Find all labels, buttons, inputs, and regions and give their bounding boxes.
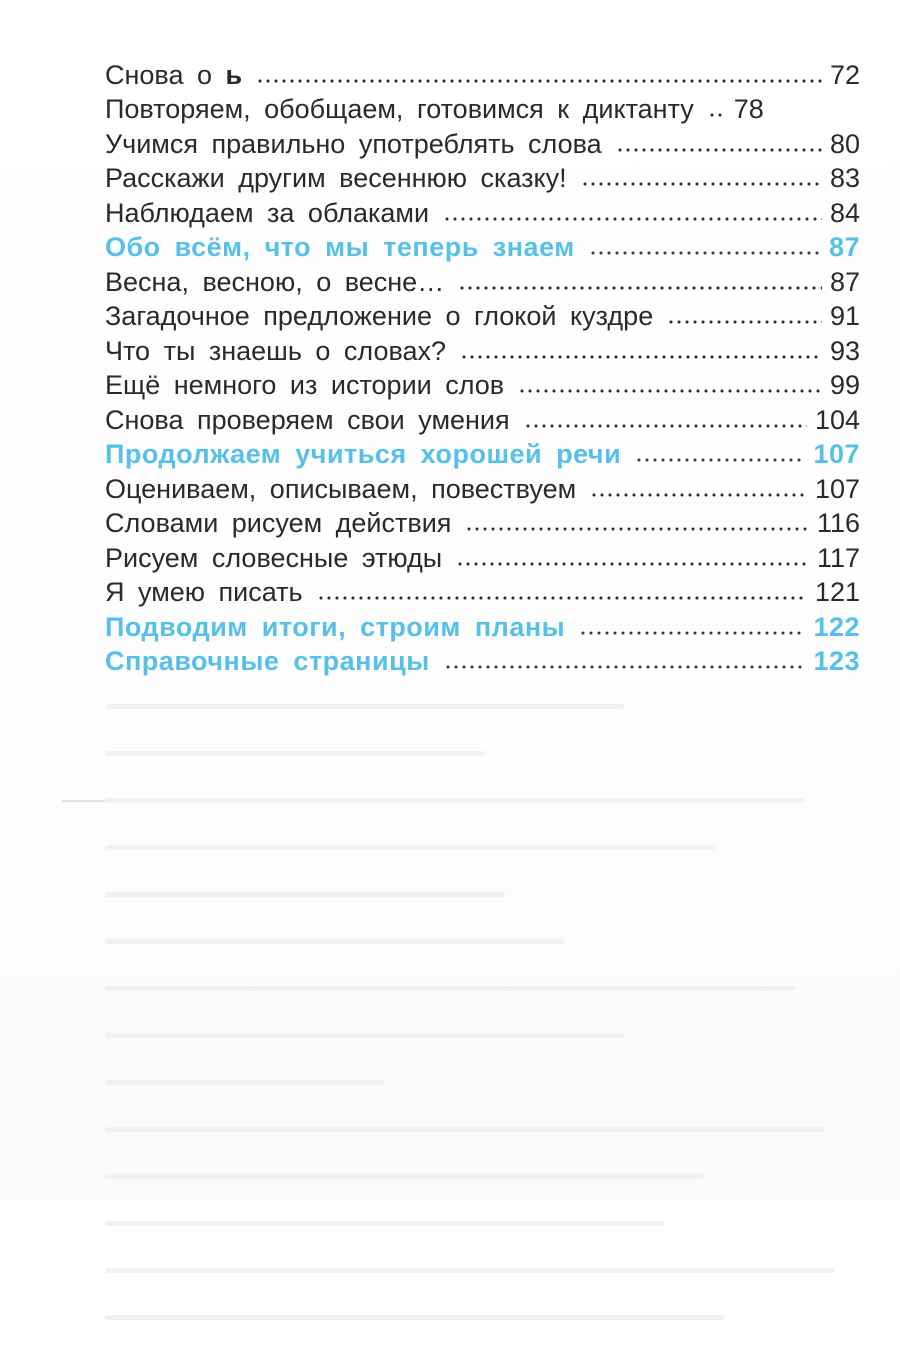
toc-entry-title [105,232,575,263]
ghost-text-bar [105,1268,835,1273]
toc-entry-title-text: Снова о [105,59,226,90]
toc-row [105,263,860,298]
toc-row [105,298,860,333]
toc-row [105,367,860,402]
toc-dot-leader [460,341,822,361]
toc-dot-leader [708,99,726,119]
ghost-line [105,1268,885,1301]
toc-entry-title-text: Обо всём, что мы теперь знаем [105,232,575,262]
ghost-text-bar [105,1221,665,1226]
toc-dot-leader [444,651,806,671]
toc-dot-leader [443,203,822,223]
toc-dot-leader [524,410,807,430]
toc-page-number: 91 [829,301,860,331]
toc-entry-title-text: Расскажи другим весеннюю сказку! [105,163,567,193]
ghost-text-bar [105,1127,825,1132]
toc-entry-title-text: Словами рисуем действия [105,508,452,538]
ghost-line [105,939,885,972]
toc-entry-title-text: Загадочное предложение о глокой куздре [105,301,654,331]
toc-row [105,194,860,229]
toc-entry-title [105,370,504,401]
toc-page-number: 104 [814,404,860,435]
toc-dot-leader [465,513,809,533]
ghost-line [105,1174,885,1207]
toc-page-number: 99 [829,370,860,400]
toc-dot-leader [317,582,807,602]
toc-entry-title [105,163,567,194]
toc-dot-leader [616,134,822,154]
toc-entry-title [105,267,444,298]
ghost-text-bar [105,1033,625,1038]
toc-row [105,332,860,367]
toc-entry-title-text: Я умею писать [105,577,303,607]
toc-entry-title [105,612,565,643]
ghost-line [105,845,885,878]
toc-entry-title [105,474,576,505]
toc-dot-leader [667,306,822,326]
ghost-text-bar [105,798,805,803]
toc-page-number: 84 [829,197,860,228]
toc-page-number: 72 [829,59,860,90]
toc-row [105,505,860,540]
toc-row [105,574,860,609]
toc-page-number: 83 [829,163,860,193]
toc-section-row [105,229,860,264]
toc-page-number: 107 [813,439,860,469]
toc-entry-title [105,508,451,539]
toc-section-row [105,436,860,471]
toc-entry-title [105,60,242,91]
ghost-line [105,892,885,925]
toc-row [105,470,860,505]
toc-entry-title-text: Учимся правильно употреблять слова [105,128,602,159]
toc-row [105,401,860,436]
toc-entry-title [105,439,621,470]
toc-entry-title-text: Подводим итоги, строим планы [105,611,566,642]
ghost-line [105,1315,885,1348]
toc-entry-title-text: Повторяем, обобщаем, готовимся к диктанту [105,94,694,124]
toc-page-number: 107 [814,473,860,504]
toc-page-number: 78 [733,94,764,124]
toc-entry-title [105,94,694,125]
toc-entry-title [105,301,653,332]
reverse-side-bleedthrough [105,690,885,1348]
ghost-line [105,986,885,1019]
toc-dot-leader [635,444,805,464]
toc-entry-title-text: Оцениваем, описываем, повествуем [105,473,577,504]
toc-dot-leader [456,548,809,568]
toc-entry-title-text: Ещё немного из истории слов [105,370,505,400]
ghost-text-bar [105,939,565,944]
ghost-text-bar [105,1080,385,1085]
ghost-text-bar [105,892,505,897]
toc-dot-leader [458,272,822,292]
toc-dot-leader [589,237,821,257]
ghost-line [105,1127,885,1160]
table-of-contents [105,56,860,677]
toc-page-number: 117 [816,542,860,573]
toc-section-row [105,608,860,643]
ghost-line [105,751,885,784]
ghost-text-bar [105,704,625,709]
ghost-line [105,798,885,831]
toc-entry-title [105,129,602,160]
ghost-line [105,1080,885,1113]
toc-entry-title-text: Снова проверяем свои умения [105,404,510,435]
ghost-text-bar [105,845,715,850]
toc-dot-leader [518,375,822,395]
ghost-text-bar [105,751,485,756]
toc-entry-title-text: Рисуем словесные этюды [105,542,443,573]
toc-entry-title [105,336,446,367]
toc-entry-title [105,577,303,608]
toc-page-number: 123 [813,646,860,676]
toc-entry-title [105,198,429,229]
toc-section-row [105,643,860,678]
toc-row [105,160,860,195]
toc-entry-title-text: Что ты знаешь о словах? [105,335,447,366]
toc-page-number: 87 [829,266,860,297]
toc-row [105,125,860,160]
toc-dot-leader [256,65,822,85]
toc-entry-title-letter: ь [225,59,243,90]
toc-dot-leader [581,168,822,188]
ghost-line [105,1221,885,1254]
toc-page-number: 93 [829,335,860,366]
toc-page-number: 87 [828,232,860,262]
ghost-text-bar [105,986,795,991]
toc-page-number: 116 [816,508,860,538]
toc-entry-title [105,405,510,436]
toc-row [105,539,860,574]
ghost-text-bar [105,1315,725,1320]
toc-entry-title [105,543,442,574]
toc-entry-title-text: Весна, весною, о весне… [105,266,445,297]
toc-entry-title-text: Продолжаем учиться хорошей речи [105,439,622,469]
toc-entry-title-text: Справочные страницы [105,646,430,676]
toc-dot-leader [590,479,807,499]
ghost-text-bar [105,1174,705,1179]
toc-page-number: 121 [814,577,860,607]
toc-page-number: 122 [813,611,860,642]
toc-page-number: 80 [829,128,860,159]
toc-row [105,91,860,126]
toc-entry-title-text: Наблюдаем за облаками [105,197,430,228]
ghost-line [105,704,885,737]
toc-entry-title [105,646,430,677]
toc-row [105,56,860,91]
toc-dot-leader [579,617,805,637]
ghost-line [105,1033,885,1066]
